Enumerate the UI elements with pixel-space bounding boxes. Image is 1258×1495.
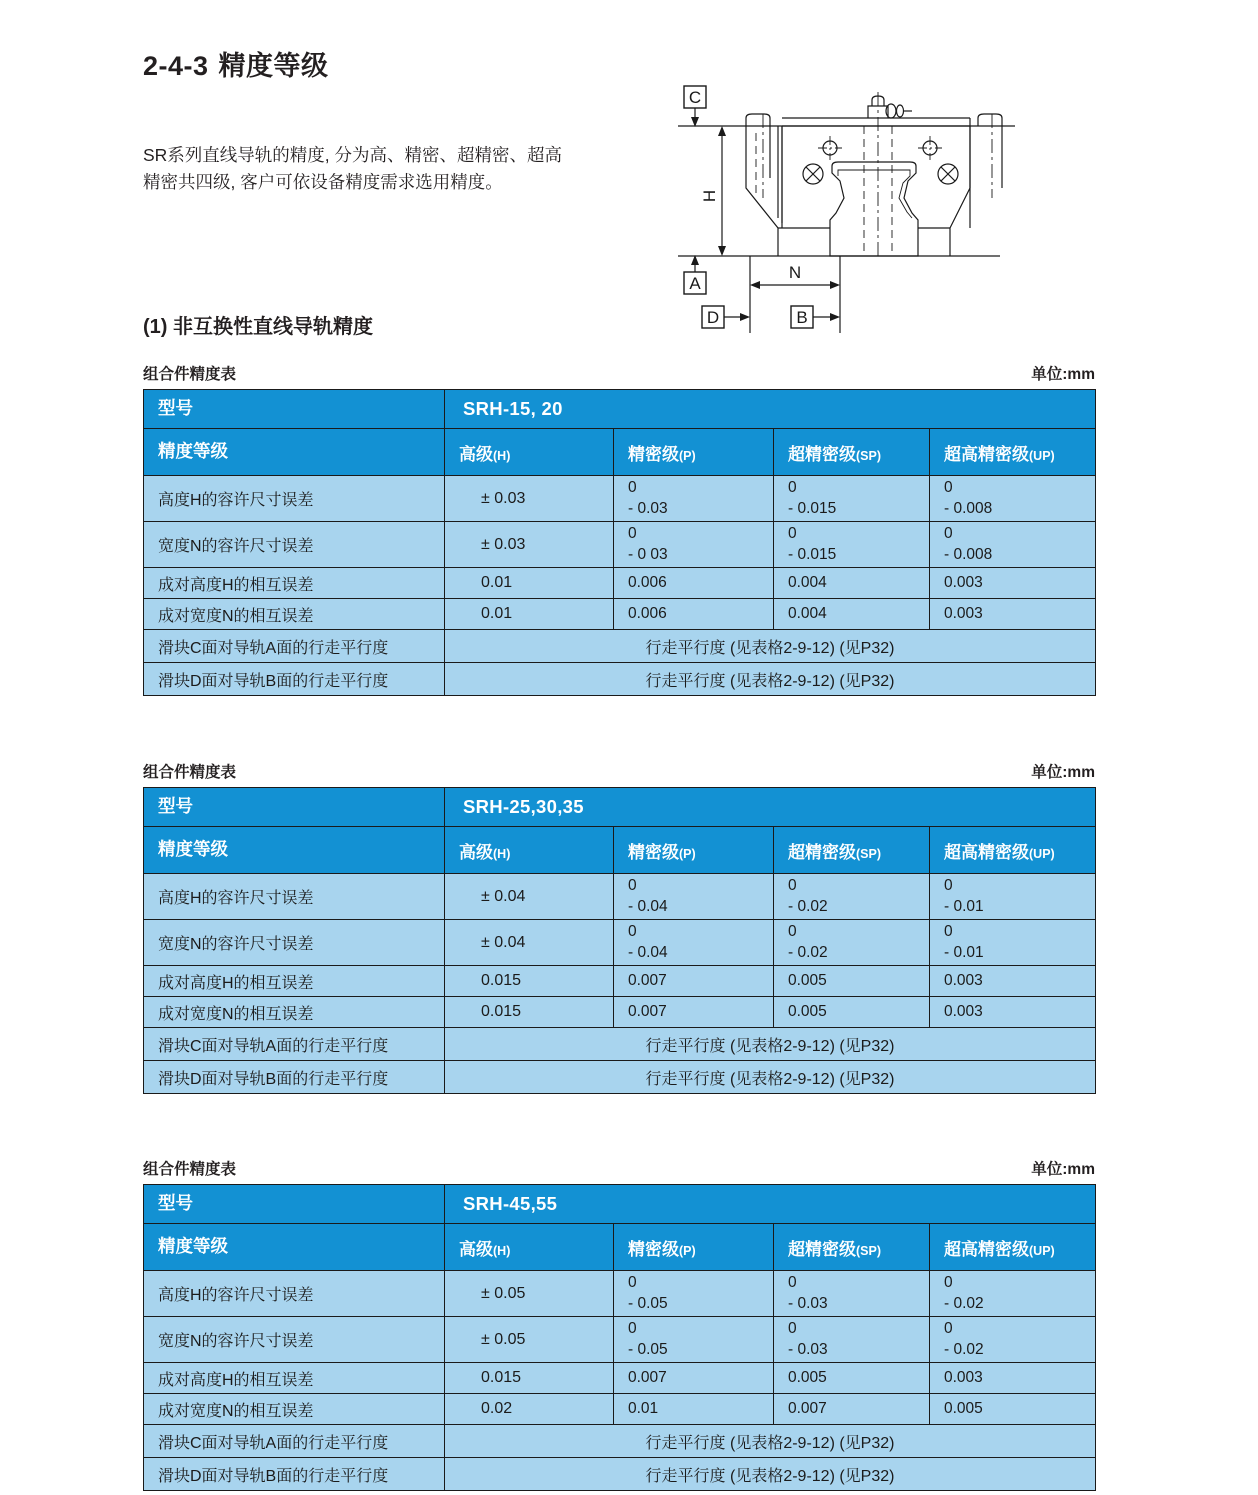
cell-value-p: 0.007 <box>614 1363 774 1394</box>
cell-row-label: 宽度N的容许尺寸误差 <box>144 920 445 966</box>
table-row-parallel-d-b <box>144 1458 1096 1491</box>
table-row-pair-width <box>144 997 1096 1028</box>
cell-value-sp: 0 - 0.015 <box>774 476 930 522</box>
table-row-pair-width <box>144 1394 1096 1425</box>
cell-value-sp: 0.005 <box>774 997 930 1028</box>
table-row-pair-height <box>144 568 1096 599</box>
cell-value-sp: 0 - 0.02 <box>774 920 930 966</box>
cell-value-sp: 0 - 0.03 <box>774 1271 930 1317</box>
table-caption: 组合件精度表 <box>143 764 237 781</box>
cell-grade-sp: 超精密级(SP) <box>774 827 930 874</box>
datum-label-b: B <box>796 308 808 327</box>
accuracy-table-block-2 <box>143 760 1095 1094</box>
cell-row-label: 成对高度H的相互误差 <box>144 966 445 997</box>
cell-parallel-value: 行走平行度 (见表格2-9-12) (见P32) <box>445 1458 1096 1491</box>
cell-value-sp: 0 - 0.015 <box>774 522 930 568</box>
accuracy-table-block-3 <box>143 1157 1095 1491</box>
cell-parallel-value: 行走平行度 (见表格2-9-12) (见P32) <box>445 1028 1096 1061</box>
page-title-text: 精度等级 <box>218 51 329 81</box>
cell-row-label: 宽度N的容许尺寸误差 <box>144 1317 445 1363</box>
accuracy-table <box>143 1184 1096 1491</box>
cell-row-label: 成对高度H的相互误差 <box>144 568 445 599</box>
table-row-pair-height <box>144 966 1096 997</box>
cell-grade-up: 超高精密级(UP) <box>930 429 1096 476</box>
cell-row-label: 成对宽度N的相互误差 <box>144 997 445 1028</box>
table-row-parallel-c-a <box>144 1425 1096 1458</box>
cell-row-label: 高度H的容许尺寸误差 <box>144 1271 445 1317</box>
cell-value-h: 0.015 <box>445 966 614 997</box>
cell-value-up: 0.003 <box>930 1363 1096 1394</box>
cell-value-p: 0 - 0.05 <box>614 1317 774 1363</box>
cell-value-h: 0.015 <box>445 1363 614 1394</box>
cell-value-p: 0.006 <box>614 599 774 630</box>
table-row-height-tolerance <box>144 874 1096 920</box>
table-row-model <box>144 390 1096 429</box>
cell-row-label: 高度H的容许尺寸误差 <box>144 874 445 920</box>
cell-parallel-value: 行走平行度 (见表格2-9-12) (见P32) <box>445 630 1096 663</box>
accuracy-table <box>143 787 1096 1094</box>
cell-value-h: 0.01 <box>445 568 614 599</box>
cell-value-p: 0 - 0.04 <box>614 920 774 966</box>
cell-value-p: 0.006 <box>614 568 774 599</box>
table-row-height-tolerance <box>144 1271 1096 1317</box>
cell-row-label: 成对高度H的相互误差 <box>144 1363 445 1394</box>
table-caption: 组合件精度表 <box>143 1161 237 1178</box>
cell-row-label: 滑块D面对导轨B面的行走平行度 <box>144 663 445 696</box>
cell-grade-header: 精度等级 <box>144 827 445 874</box>
page-title-number: 2-4-3 <box>143 51 209 81</box>
cell-parallel-value: 行走平行度 (见表格2-9-12) (见P32) <box>445 1061 1096 1094</box>
cell-model-value: SRH-15, 20 <box>445 390 1096 429</box>
cell-grade-sp: 超精密级(SP) <box>774 1224 930 1271</box>
table-row-parallel-c-a <box>144 1028 1096 1061</box>
cell-value-sp: 0.005 <box>774 966 930 997</box>
cell-value-h: ± 0.04 <box>445 874 614 920</box>
cell-value-p: 0 - 0.03 <box>614 476 774 522</box>
cell-grade-p: 精密级(P) <box>614 1224 774 1271</box>
cell-value-h: ± 0.05 <box>445 1317 614 1363</box>
table-unit: 单位:mm <box>1031 764 1095 781</box>
cell-value-up: 0.003 <box>930 966 1096 997</box>
table-row-width-tolerance <box>144 522 1096 568</box>
cell-model-header: 型号 <box>144 1185 445 1224</box>
cell-grade-header: 精度等级 <box>144 1224 445 1271</box>
cell-value-sp: 0.004 <box>774 599 930 630</box>
cell-value-h: ± 0.04 <box>445 920 614 966</box>
table-row-model <box>144 1185 1096 1224</box>
dimension-label-h: H <box>700 189 719 203</box>
table-row-height-tolerance <box>144 476 1096 522</box>
table-row-width-tolerance <box>144 1317 1096 1363</box>
table-row-pair-width <box>144 599 1096 630</box>
table-row-parallel-d-b <box>144 663 1096 696</box>
cell-model-header: 型号 <box>144 788 445 827</box>
cell-grade-h: 高级(H) <box>445 827 614 874</box>
table-unit: 单位:mm <box>1031 1161 1095 1178</box>
cell-value-h: ± 0.03 <box>445 476 614 522</box>
table-row-width-tolerance <box>144 920 1096 966</box>
cell-value-up: 0 - 0.02 <box>930 1317 1096 1363</box>
cell-value-up: 0 - 0.008 <box>930 476 1096 522</box>
cell-row-label: 滑块D面对导轨B面的行走平行度 <box>144 1458 445 1491</box>
cell-value-p: 0 - 0.05 <box>614 1271 774 1317</box>
cell-value-sp: 0.004 <box>774 568 930 599</box>
table-row-grade-header <box>144 1224 1096 1271</box>
table-caption: 组合件精度表 <box>143 366 237 383</box>
cell-value-p: 0.01 <box>614 1394 774 1425</box>
cell-value-up: 0.003 <box>930 599 1096 630</box>
table-row-parallel-d-b <box>144 1061 1096 1094</box>
cell-value-sp: 0 - 0.02 <box>774 874 930 920</box>
cell-value-sp: 0.007 <box>774 1394 930 1425</box>
table-unit: 单位:mm <box>1031 366 1095 383</box>
accuracy-table-block-1 <box>143 362 1095 696</box>
dimension-label-n: N <box>788 263 802 282</box>
cell-value-up: 0.003 <box>930 568 1096 599</box>
intro-paragraph: SR系列直线导轨的精度, 分为高、精密、超精密、超高精密共四级, 客户可依设备精度需求选用精度。 <box>143 145 563 193</box>
cell-model-header: 型号 <box>144 390 445 429</box>
datum-label-d: D <box>706 308 720 327</box>
table-row-model <box>144 788 1096 827</box>
cell-value-sp: 0.005 <box>774 1363 930 1394</box>
table-row-pair-height <box>144 1363 1096 1394</box>
cell-value-up: 0 - 0.01 <box>930 920 1096 966</box>
cell-row-label: 滑块C面对导轨A面的行走平行度 <box>144 630 445 663</box>
cell-parallel-value: 行走平行度 (见表格2-9-12) (见P32) <box>445 663 1096 696</box>
page-title <box>143 44 329 83</box>
cell-row-label: 高度H的容许尺寸误差 <box>144 476 445 522</box>
linear-guide-diagram <box>660 78 1020 333</box>
cell-row-label: 滑块C面对导轨A面的行走平行度 <box>144 1425 445 1458</box>
cell-model-value: SRH-45,55 <box>445 1185 1096 1224</box>
datum-label-c: C <box>688 88 702 107</box>
cell-value-h: 0.02 <box>445 1394 614 1425</box>
cell-value-h: 0.01 <box>445 599 614 630</box>
cell-grade-header: 精度等级 <box>144 429 445 476</box>
cell-row-label: 成对宽度N的相互误差 <box>144 1394 445 1425</box>
table-row-grade-header <box>144 429 1096 476</box>
cell-value-sp: 0 - 0.03 <box>774 1317 930 1363</box>
cell-value-up: 0 - 0.008 <box>930 522 1096 568</box>
cell-row-label: 成对宽度N的相互误差 <box>144 599 445 630</box>
table-row-parallel-c-a <box>144 630 1096 663</box>
datum-label-a: A <box>689 274 701 293</box>
cell-value-h: ± 0.03 <box>445 522 614 568</box>
cell-value-h: 0.015 <box>445 997 614 1028</box>
cell-value-up: 0.003 <box>930 997 1096 1028</box>
cell-value-up: 0.005 <box>930 1394 1096 1425</box>
cell-grade-up: 超高精密级(UP) <box>930 827 1096 874</box>
cell-grade-p: 精密级(P) <box>614 429 774 476</box>
cell-grade-p: 精密级(P) <box>614 827 774 874</box>
section-title: (1) 非互换性直线导轨精度 <box>143 316 373 338</box>
cell-value-up: 0 - 0.01 <box>930 874 1096 920</box>
table-caption-row <box>143 760 1095 784</box>
cell-grade-h: 高级(H) <box>445 429 614 476</box>
cell-grade-h: 高级(H) <box>445 1224 614 1271</box>
cell-value-p: 0.007 <box>614 966 774 997</box>
cell-grade-up: 超高精密级(UP) <box>930 1224 1096 1271</box>
accuracy-table <box>143 389 1096 696</box>
cell-grade-sp: 超精密级(SP) <box>774 429 930 476</box>
table-caption-row <box>143 362 1095 386</box>
cell-row-label: 滑块C面对导轨A面的行走平行度 <box>144 1028 445 1061</box>
cell-value-p: 0 - 0.04 <box>614 874 774 920</box>
table-caption-row <box>143 1157 1095 1181</box>
cell-model-value: SRH-25,30,35 <box>445 788 1096 827</box>
cell-row-label: 宽度N的容许尺寸误差 <box>144 522 445 568</box>
cell-parallel-value: 行走平行度 (见表格2-9-12) (见P32) <box>445 1425 1096 1458</box>
cell-value-p: 0.007 <box>614 997 774 1028</box>
cell-value-h: ± 0.05 <box>445 1271 614 1317</box>
cell-value-p: 0 - 0 03 <box>614 522 774 568</box>
table-row-grade-header <box>144 827 1096 874</box>
cell-row-label: 滑块D面对导轨B面的行走平行度 <box>144 1061 445 1094</box>
cell-value-up: 0 - 0.02 <box>930 1271 1096 1317</box>
